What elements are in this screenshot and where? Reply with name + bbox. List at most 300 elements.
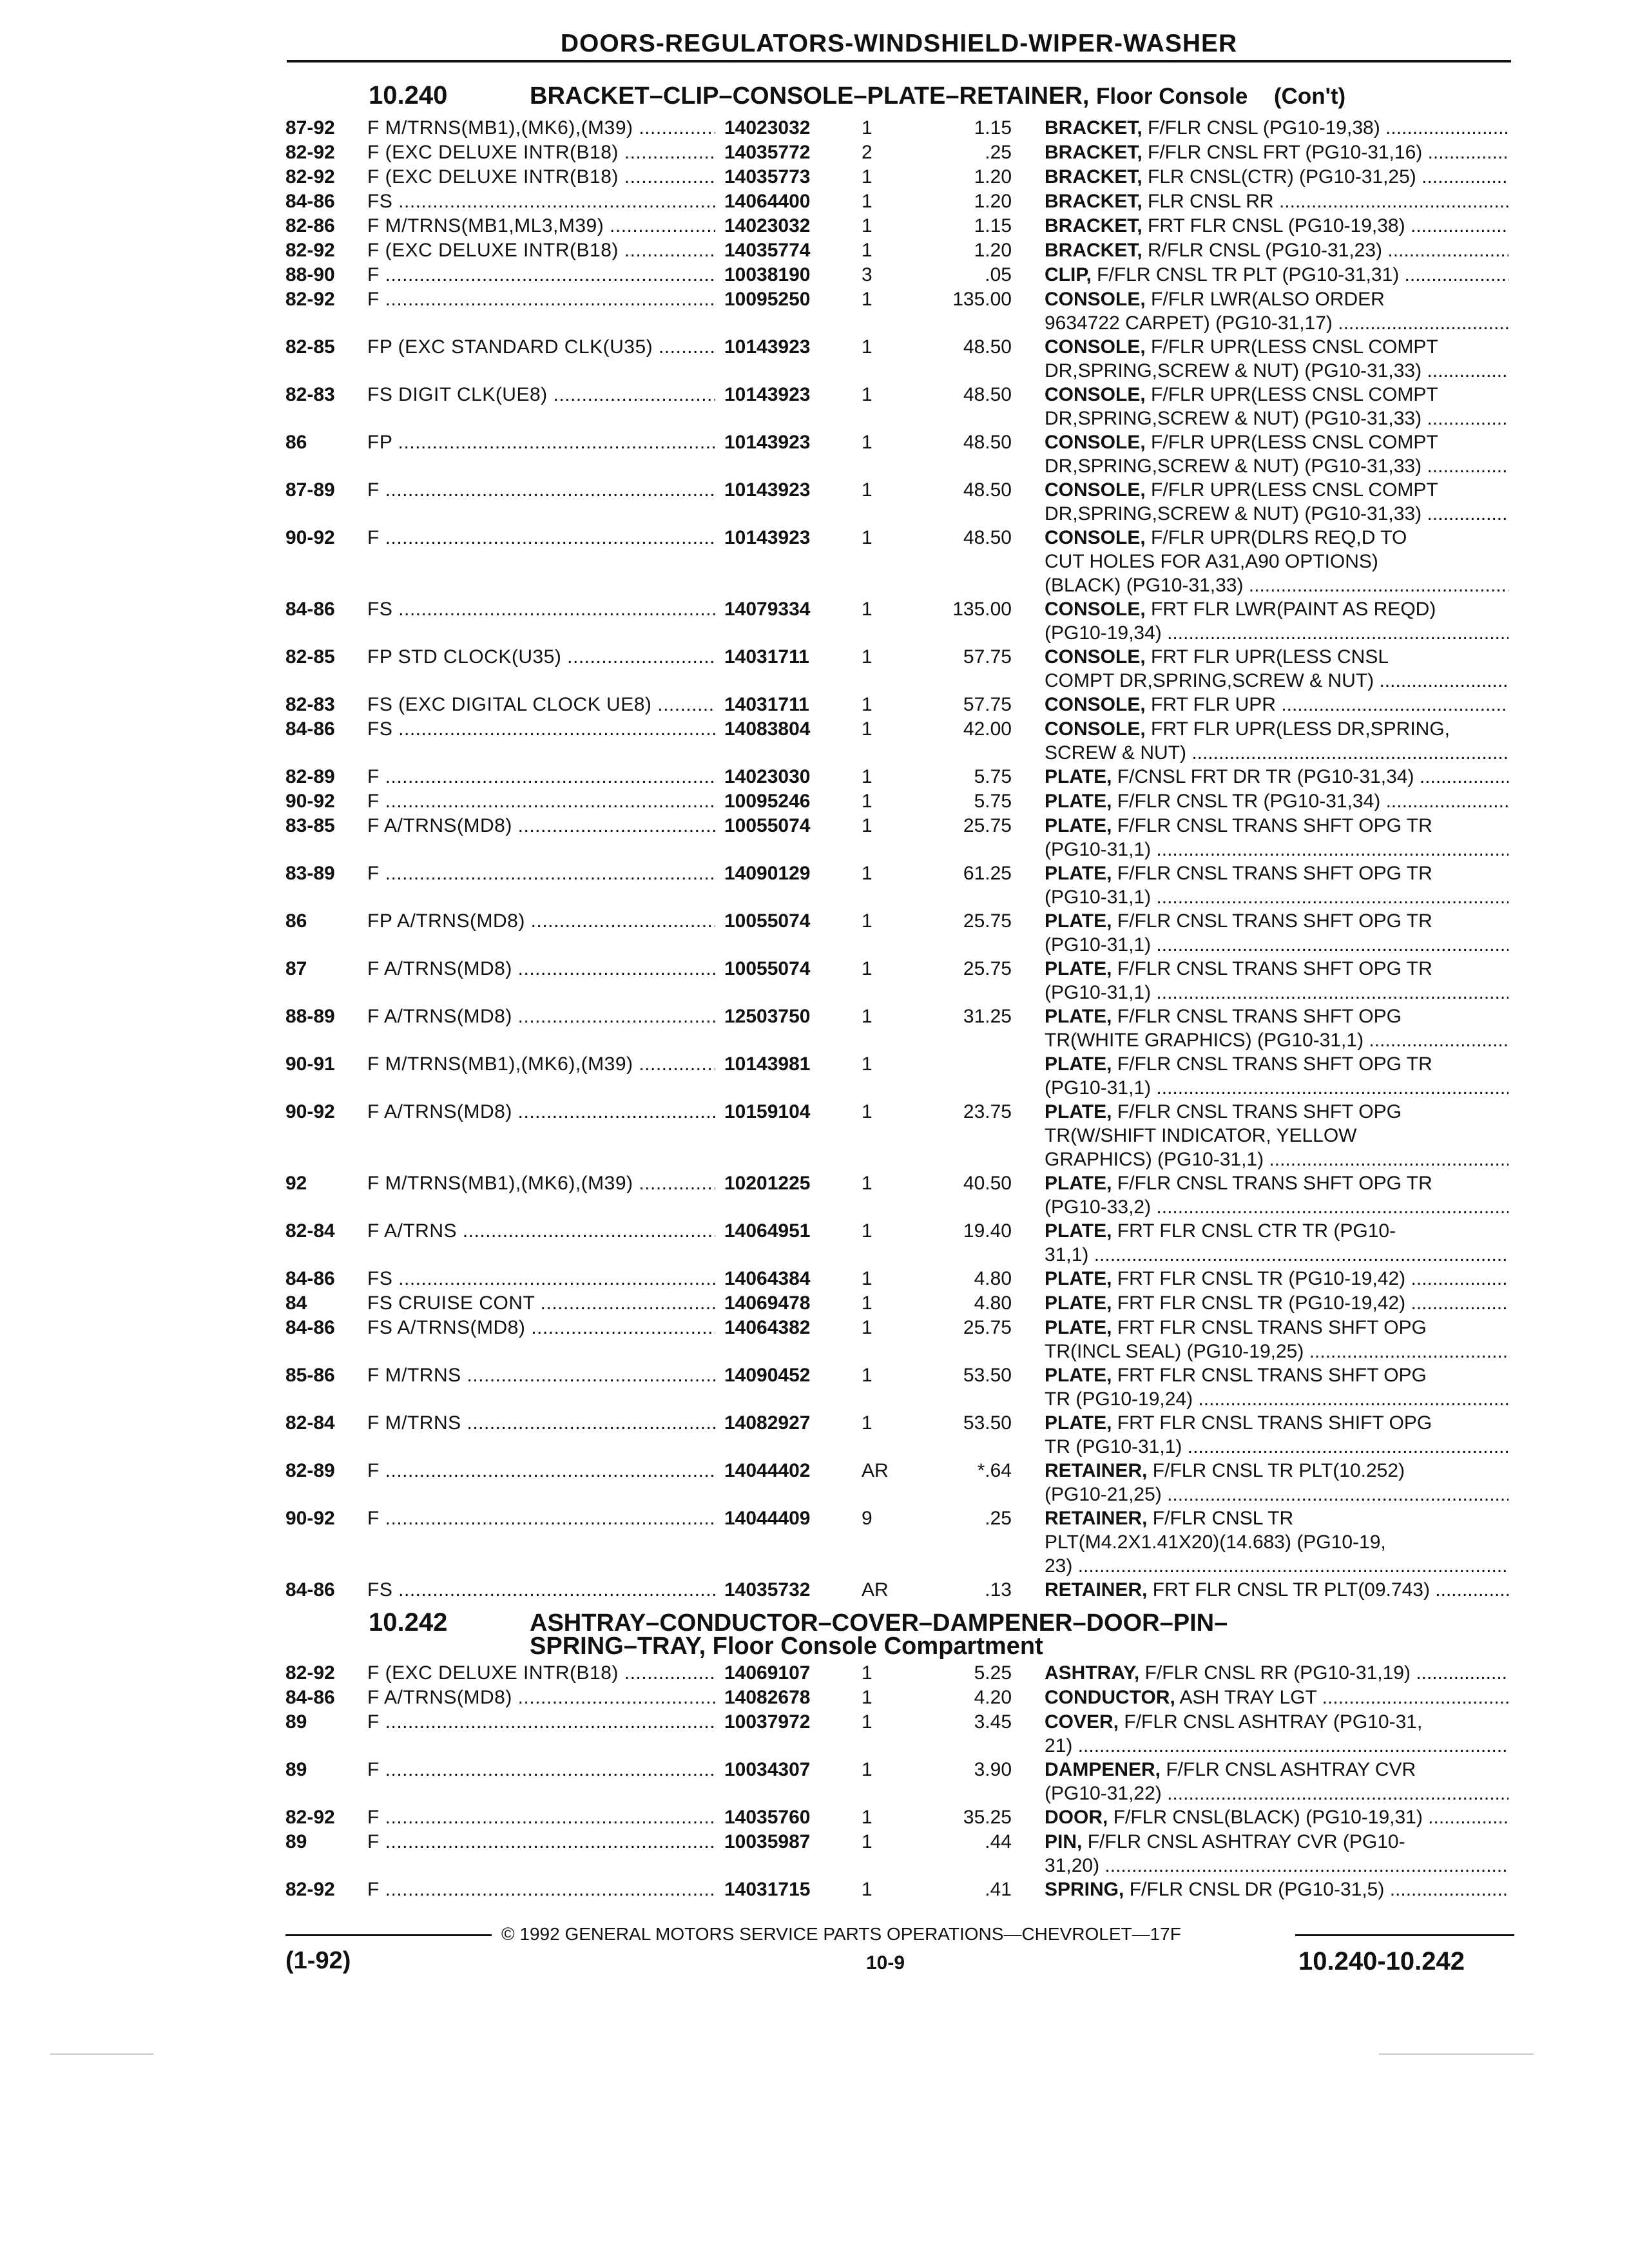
description-line bbox=[1045, 1661, 1509, 1685]
description-cell bbox=[1045, 1805, 1509, 1829]
part-number-cell: 10095250 bbox=[724, 289, 811, 310]
description-line bbox=[1045, 502, 1509, 526]
price-cell: .13 bbox=[985, 1579, 1012, 1600]
description-line bbox=[1045, 1076, 1509, 1100]
description-text: ASH TRAY LGT bbox=[1179, 1687, 1317, 1708]
description-text: DR,SPRING,SCREW & NUT) (PG10-31,33) bbox=[1045, 408, 1422, 429]
description-line bbox=[1045, 430, 1509, 454]
description-line bbox=[1045, 407, 1509, 430]
part-number-cell: 14035732 bbox=[724, 1579, 811, 1600]
description-text: TR(W/SHIFT INDICATOR, YELLOW bbox=[1045, 1125, 1357, 1146]
description-line bbox=[1045, 838, 1509, 861]
body-style-cell: F M/TRNS(MB1,ML3,M39) ..... bbox=[367, 214, 715, 238]
description-line bbox=[1045, 1171, 1509, 1195]
description-text: TR(INCL SEAL) (PG10-19,25) bbox=[1045, 1341, 1304, 1362]
body-style-cell: FS ..... bbox=[367, 597, 715, 621]
description-cell bbox=[1045, 909, 1509, 957]
body-style-cell: F ..... bbox=[367, 1805, 715, 1829]
part-name: PLATE, bbox=[1045, 1293, 1112, 1314]
body-style-cell: FS ..... bbox=[367, 1578, 715, 1602]
part-number-cell: 10143923 bbox=[724, 432, 811, 453]
body-style-cell: F A/TRNS(MD8) ..... bbox=[367, 814, 715, 838]
description-cell bbox=[1045, 645, 1509, 693]
part-number-cell: 14035774 bbox=[724, 240, 811, 261]
description-line bbox=[1045, 981, 1509, 1004]
description-cell bbox=[1045, 1316, 1509, 1363]
description-text: (PG10-21,25) bbox=[1045, 1484, 1162, 1505]
part-number-cell: 14082927 bbox=[724, 1412, 811, 1434]
description-text: (PG10-31,1) bbox=[1045, 839, 1152, 860]
part-number-cell: 14090129 bbox=[724, 863, 811, 884]
part-number-cell: 10095246 bbox=[724, 791, 811, 812]
part-number-cell: 14023032 bbox=[724, 117, 811, 139]
model-years-cell: 88-89 bbox=[285, 1006, 335, 1027]
description-text: F/FLR CNSL TRANS SHFT OPG TR bbox=[1117, 1053, 1432, 1075]
quantity-cell: 1 bbox=[862, 1293, 872, 1314]
description-cell bbox=[1045, 430, 1509, 478]
price-cell: 25.75 bbox=[963, 910, 1012, 932]
model-years-cell: 82-85 bbox=[285, 646, 335, 668]
model-years-cell: 82-92 bbox=[285, 166, 335, 187]
description-line bbox=[1045, 287, 1509, 311]
description-text: F/FLR UPR(LESS CNSL COMPT bbox=[1151, 479, 1438, 501]
description-text: F/FLR UPR(LESS CNSL COMPT bbox=[1151, 336, 1438, 358]
model-years-cell: 84 bbox=[285, 1293, 307, 1314]
part-number-cell: 10055074 bbox=[724, 815, 811, 836]
description-cell bbox=[1045, 1710, 1509, 1758]
quantity-cell: 1 bbox=[862, 1687, 872, 1708]
description-text: F/FLR UPR(DLRS REQ,D TO bbox=[1151, 527, 1407, 548]
model-years-cell: 82-83 bbox=[285, 694, 335, 715]
part-number-cell: 10143923 bbox=[724, 336, 811, 358]
quantity-cell: 1 bbox=[862, 1807, 872, 1828]
description-cell bbox=[1045, 814, 1509, 861]
model-years-cell: 82-85 bbox=[285, 336, 335, 358]
description-cell bbox=[1045, 1052, 1509, 1100]
description-text: F/FLR CNSL FRT (PG10-31,16) bbox=[1148, 142, 1423, 163]
price-cell: 48.50 bbox=[963, 336, 1012, 358]
description-cell bbox=[1045, 1506, 1509, 1578]
part-name: CONSOLE, bbox=[1045, 432, 1146, 453]
description-line bbox=[1045, 1052, 1509, 1076]
description-text: COMPT DR,SPRING,SCREW & NUT) bbox=[1045, 670, 1374, 691]
part-name: RETAINER, bbox=[1045, 1508, 1148, 1529]
quantity-cell: 1 bbox=[862, 599, 872, 620]
price-cell: 1.15 bbox=[974, 215, 1012, 236]
body-style-cell: FS ..... bbox=[367, 1267, 715, 1291]
description-line bbox=[1045, 1219, 1509, 1243]
part-name: PLATE, bbox=[1045, 1220, 1112, 1242]
price-cell: 48.50 bbox=[963, 527, 1012, 548]
body-style-cell: F ..... bbox=[367, 861, 715, 885]
quantity-cell: 1 bbox=[862, 910, 872, 932]
body-style-cell: F (EXC DELUXE INTR(B18) ..... bbox=[367, 238, 715, 262]
model-years-cell: 88-90 bbox=[285, 264, 335, 285]
description-text: F/FLR CNSL TRANS SHFT OPG TR bbox=[1117, 815, 1432, 836]
description-text: F/FLR UPR(LESS CNSL COMPT bbox=[1151, 384, 1438, 405]
description-text: (PG10-31,1) bbox=[1045, 1077, 1152, 1099]
description-text: F/FLR CNSL (PG10-19,38) bbox=[1148, 117, 1380, 139]
quantity-cell: 1 bbox=[862, 1831, 872, 1852]
description-text: F/FLR CNSL DR (PG10-31,5) bbox=[1129, 1879, 1385, 1900]
body-style-cell: F ..... bbox=[367, 1710, 715, 1734]
description-line bbox=[1045, 1387, 1509, 1411]
part-name: BRACKET, bbox=[1045, 166, 1142, 187]
quantity-cell: 1 bbox=[862, 1412, 872, 1434]
price-cell: .41 bbox=[985, 1879, 1012, 1900]
part-number-cell: 14044402 bbox=[724, 1460, 811, 1481]
description-line bbox=[1045, 1483, 1509, 1506]
description-cell bbox=[1045, 1578, 1509, 1602]
price-cell: 1.20 bbox=[974, 166, 1012, 187]
quantity-cell: 1 bbox=[862, 432, 872, 453]
quantity-cell: 1 bbox=[862, 863, 872, 884]
description-cell bbox=[1045, 1100, 1509, 1171]
part-number-cell: 10055074 bbox=[724, 910, 811, 932]
section-title-main: BRACKET–CLIP–CONSOLE–PLATE–RETAINER, bbox=[530, 82, 1090, 110]
model-years-cell: 87-89 bbox=[285, 479, 335, 501]
part-number-cell: 14023030 bbox=[724, 766, 811, 787]
model-years-cell: 82-92 bbox=[285, 142, 335, 163]
price-cell: 4.80 bbox=[974, 1268, 1012, 1289]
description-line bbox=[1045, 1734, 1509, 1758]
model-years-cell: 82-92 bbox=[285, 240, 335, 261]
model-years-cell: 90-91 bbox=[285, 1053, 335, 1075]
model-years-cell: 82-92 bbox=[285, 1879, 335, 1900]
description-line bbox=[1045, 263, 1509, 287]
quantity-cell: 1 bbox=[862, 479, 872, 501]
description-line bbox=[1045, 1004, 1509, 1028]
body-style-cell: FS (EXC DIGITAL CLOCK UE8) ..... bbox=[367, 693, 715, 716]
description-text: F/CNSL FRT DR TR (PG10-31,34) bbox=[1117, 766, 1414, 787]
part-number-cell: 14064951 bbox=[724, 1220, 811, 1242]
description-cell bbox=[1045, 526, 1509, 597]
description-line bbox=[1045, 1710, 1509, 1734]
part-name: SPRING, bbox=[1045, 1879, 1124, 1900]
description-text: 23) bbox=[1045, 1555, 1073, 1577]
description-text: TR(WHITE GRAPHICS) (PG10-31,1) bbox=[1045, 1030, 1364, 1051]
description-line bbox=[1045, 550, 1509, 573]
description-line bbox=[1045, 1124, 1509, 1148]
body-style-cell: F ..... bbox=[367, 1459, 715, 1483]
description-text: 31,1) bbox=[1045, 1244, 1089, 1265]
quantity-cell: 1 bbox=[862, 1006, 872, 1027]
part-number-cell: 14023032 bbox=[724, 215, 811, 236]
description-text: FRT FLR UPR(LESS DR,SPRING, bbox=[1151, 718, 1451, 740]
description-line bbox=[1045, 1100, 1509, 1124]
description-line bbox=[1045, 478, 1509, 502]
description-line bbox=[1045, 1411, 1509, 1435]
part-number-cell: 10143923 bbox=[724, 479, 811, 501]
description-line bbox=[1045, 669, 1509, 693]
description-cell bbox=[1045, 1459, 1509, 1506]
part-name: BRACKET, bbox=[1045, 191, 1142, 212]
description-text: F/FLR CNSL TR PLT(10.252) bbox=[1152, 1460, 1405, 1481]
description-text: F/FLR CNSL ASHTRAY (PG10-31, bbox=[1124, 1711, 1423, 1733]
description-line bbox=[1045, 189, 1509, 213]
description-cell bbox=[1045, 1267, 1509, 1291]
part-name: CONDUCTOR, bbox=[1045, 1687, 1175, 1708]
body-style-cell: FS ..... bbox=[367, 717, 715, 741]
description-text: FRT FLR UPR(LESS CNSL bbox=[1151, 646, 1389, 668]
body-style-cell: F M/TRNS ..... bbox=[367, 1363, 715, 1387]
quantity-cell: 1 bbox=[862, 718, 872, 740]
description-line bbox=[1045, 1028, 1509, 1052]
description-line bbox=[1045, 885, 1509, 909]
price-cell: 1.20 bbox=[974, 240, 1012, 261]
description-text: F/FLR CNSL ASHTRAY CVR (PG10- bbox=[1087, 1831, 1405, 1852]
description-text: DR,SPRING,SCREW & NUT) (PG10-31,33) bbox=[1045, 503, 1422, 524]
model-years-cell: 82-89 bbox=[285, 766, 335, 787]
section-title bbox=[530, 84, 1345, 109]
body-style-cell: F M/TRNS(MB1),(MK6),(M39) ..... bbox=[367, 1052, 715, 1076]
body-style-cell: F ..... bbox=[367, 287, 715, 311]
part-name: CONSOLE, bbox=[1045, 384, 1146, 405]
price-cell: 53.50 bbox=[963, 1365, 1012, 1386]
part-number-cell: 10055074 bbox=[724, 958, 811, 979]
description-text: FRT FLR LWR(PAINT AS REQD) bbox=[1151, 599, 1436, 620]
description-text: DR,SPRING,SCREW & NUT) (PG10-31,33) bbox=[1045, 360, 1422, 381]
model-years-cell: 83-85 bbox=[285, 815, 335, 836]
description-text: F/FLR CNSL TRANS SHFT OPG bbox=[1117, 1006, 1402, 1027]
model-years-cell: 83-89 bbox=[285, 863, 335, 884]
section-title-sub: Floor Console bbox=[1096, 84, 1248, 109]
model-years-cell: 90-92 bbox=[285, 1508, 335, 1529]
description-text: R/FLR CNSL (PG10-31,23) bbox=[1148, 240, 1383, 261]
description-line bbox=[1045, 335, 1509, 359]
body-style-cell: FS DIGIT CLK(UE8) ..... bbox=[367, 383, 715, 407]
description-line bbox=[1045, 1506, 1509, 1530]
price-cell: 48.50 bbox=[963, 479, 1012, 501]
section-number: 10.242 bbox=[369, 1608, 448, 1637]
price-cell: 135.00 bbox=[952, 289, 1012, 310]
description-text: FRT FLR CNSL (PG10-19,38) bbox=[1148, 215, 1405, 236]
model-years-cell: 87 bbox=[285, 958, 307, 979]
page-header-title: DOORS-REGULATORS-WINDSHIELD-WIPER-WASHER bbox=[560, 30, 1238, 57]
description-line bbox=[1045, 1267, 1509, 1291]
description-text: FRT FLR CNSL TR (PG10-19,42) bbox=[1117, 1268, 1406, 1289]
part-name: PLATE, bbox=[1045, 1268, 1112, 1289]
body-style-cell: F M/TRNS(MB1),(MK6),(M39) ..... bbox=[367, 116, 715, 140]
description-line bbox=[1045, 1530, 1509, 1554]
part-number-cell: 10143981 bbox=[724, 1053, 811, 1075]
body-style-cell: F ..... bbox=[367, 526, 715, 550]
description-text: F/FLR CNSL TRANS SHFT OPG TR bbox=[1117, 910, 1432, 932]
description-cell bbox=[1045, 1878, 1509, 1901]
quantity-cell: 1 bbox=[862, 166, 872, 187]
description-line bbox=[1045, 861, 1509, 885]
part-name: DAMPENER, bbox=[1045, 1759, 1161, 1780]
description-line bbox=[1045, 454, 1509, 478]
description-text: FRT FLR CNSL TR (PG10-19,42) bbox=[1117, 1293, 1406, 1314]
model-years-cell: 90-92 bbox=[285, 791, 335, 812]
part-number-cell: 10037972 bbox=[724, 1711, 811, 1733]
price-cell: .25 bbox=[985, 142, 1012, 163]
description-line bbox=[1045, 645, 1509, 669]
body-style-cell: FP STD CLOCK(U35) ..... bbox=[367, 645, 715, 669]
description-text: (PG10-31,1) bbox=[1045, 887, 1152, 908]
description-text: CUT HOLES FOR A31,A90 OPTIONS) bbox=[1045, 551, 1378, 572]
body-style-cell: F ..... bbox=[367, 1878, 715, 1901]
description-line bbox=[1045, 1459, 1509, 1483]
description-cell bbox=[1045, 214, 1509, 238]
model-years-cell: 86 bbox=[285, 432, 307, 453]
description-line bbox=[1045, 1854, 1509, 1878]
quantity-cell: 1 bbox=[862, 215, 872, 236]
description-line bbox=[1045, 1578, 1509, 1602]
body-style-cell: F M/TRNS ..... bbox=[367, 1411, 715, 1435]
description-line bbox=[1045, 789, 1509, 813]
footer-date-code: (1-92) bbox=[285, 1947, 351, 1974]
description-text: SCREW & NUT) bbox=[1045, 742, 1186, 764]
body-style-cell: F A/TRNS(MD8) ..... bbox=[367, 1004, 715, 1028]
quantity-cell: 1 bbox=[862, 1711, 872, 1733]
quantity-cell: 1 bbox=[862, 117, 872, 139]
model-years-cell: 92 bbox=[285, 1173, 307, 1194]
body-style-cell: F ..... bbox=[367, 1830, 715, 1854]
price-cell: 4.80 bbox=[974, 1293, 1012, 1314]
description-line bbox=[1045, 597, 1509, 621]
description-cell bbox=[1045, 165, 1509, 189]
description-text: 21) bbox=[1045, 1735, 1073, 1756]
part-name: CONSOLE, bbox=[1045, 336, 1146, 358]
part-number-cell: 14035760 bbox=[724, 1807, 811, 1828]
price-cell: 35.25 bbox=[963, 1807, 1012, 1828]
part-name: PLATE, bbox=[1045, 1317, 1112, 1338]
part-name: PLATE, bbox=[1045, 958, 1112, 979]
body-style-cell: FS CRUISE CONT ..... bbox=[367, 1291, 715, 1315]
description-text: (PG10-31,1) bbox=[1045, 982, 1152, 1003]
model-years-cell: 90-92 bbox=[285, 527, 335, 548]
part-name: PLATE, bbox=[1045, 1053, 1112, 1075]
quantity-cell: 1 bbox=[862, 1173, 872, 1194]
price-cell: 19.40 bbox=[963, 1220, 1012, 1242]
description-line bbox=[1045, 1195, 1509, 1219]
description-cell bbox=[1045, 693, 1509, 716]
description-line bbox=[1045, 957, 1509, 981]
header-rule bbox=[287, 60, 1511, 62]
model-years-cell: 84-86 bbox=[285, 191, 335, 212]
part-number-cell: 14031715 bbox=[724, 1879, 811, 1900]
part-name: PLATE, bbox=[1045, 1365, 1112, 1386]
description-line bbox=[1045, 140, 1509, 164]
part-number-cell: 14069107 bbox=[724, 1662, 811, 1684]
quantity-cell: AR bbox=[862, 1460, 889, 1481]
body-style-cell: F A/TRNS ..... bbox=[367, 1219, 715, 1243]
model-years-cell: 84-86 bbox=[285, 1317, 335, 1338]
part-number-cell: 14031711 bbox=[724, 694, 809, 715]
description-text: FRT FLR UPR bbox=[1151, 694, 1276, 715]
description-line bbox=[1045, 693, 1509, 716]
description-cell bbox=[1045, 1686, 1509, 1709]
description-line bbox=[1045, 1830, 1509, 1854]
description-line bbox=[1045, 165, 1509, 189]
description-text: F/FLR CNSL TRANS SHFT OPG TR bbox=[1117, 863, 1432, 884]
description-line bbox=[1045, 717, 1509, 741]
description-text: FRT FLR CNSL TR PLT(09.743) bbox=[1152, 1579, 1430, 1600]
description-cell bbox=[1045, 1830, 1509, 1878]
description-text: F/FLR CNSL TR PLT (PG10-31,31) bbox=[1097, 264, 1400, 285]
scan-speck bbox=[1379, 2053, 1534, 2055]
part-name: CONSOLE, bbox=[1045, 479, 1146, 501]
description-cell bbox=[1045, 1411, 1509, 1459]
body-style-cell: FP A/TRNS(MD8) ..... bbox=[367, 909, 715, 933]
description-line bbox=[1045, 1554, 1509, 1578]
description-line bbox=[1045, 214, 1509, 238]
description-cell bbox=[1045, 1291, 1509, 1315]
model-years-cell: 82-83 bbox=[285, 384, 335, 405]
body-style-cell: F (EXC DELUXE INTR(B18) ..... bbox=[367, 140, 715, 164]
body-style-cell: F (EXC DELUXE INTR(B18) ..... bbox=[367, 165, 715, 189]
description-line bbox=[1045, 741, 1509, 765]
part-number-cell: 14035772 bbox=[724, 142, 811, 163]
model-years-cell: 84-86 bbox=[285, 718, 335, 740]
part-name: CONSOLE, bbox=[1045, 289, 1146, 310]
quantity-cell: 3 bbox=[862, 264, 872, 285]
part-name: BRACKET, bbox=[1045, 240, 1142, 261]
description-line bbox=[1045, 1363, 1509, 1387]
section-title-line-2: SPRING–TRAY, Floor Console Compartment bbox=[530, 1633, 1043, 1660]
quantity-cell: 1 bbox=[862, 1220, 872, 1242]
part-number-cell: 10035987 bbox=[724, 1831, 811, 1852]
description-line bbox=[1045, 1686, 1509, 1709]
quantity-cell: 1 bbox=[862, 384, 872, 405]
description-text: (PG10-33,2) bbox=[1045, 1196, 1152, 1218]
part-number-cell: 10034307 bbox=[724, 1759, 811, 1780]
body-style-cell: F ..... bbox=[367, 789, 715, 813]
body-style-cell: F M/TRNS(MB1),(MK6),(M39) ..... bbox=[367, 1171, 715, 1195]
quantity-cell: 1 bbox=[862, 1662, 872, 1684]
model-years-cell: 82-92 bbox=[285, 289, 335, 310]
description-text: F/FLR CNSL TRANS SHFT OPG bbox=[1117, 1101, 1402, 1122]
description-text: F/FLR CNSL TRANS SHFT OPG TR bbox=[1117, 958, 1432, 979]
price-cell: 48.50 bbox=[963, 384, 1012, 405]
model-years-cell: 84-86 bbox=[285, 1687, 335, 1708]
section-title-line-1: ASHTRAY–CONDUCTOR–COVER–DAMPENER–DOOR–PIN– bbox=[530, 1610, 1228, 1637]
description-line bbox=[1045, 765, 1509, 789]
model-years-cell: 89 bbox=[285, 1759, 307, 1780]
quantity-cell: AR bbox=[862, 1579, 889, 1600]
part-number-cell: 14090452 bbox=[724, 1365, 811, 1386]
description-cell bbox=[1045, 238, 1509, 262]
description-line bbox=[1045, 526, 1509, 550]
description-line bbox=[1045, 1435, 1509, 1459]
part-number-cell: 10143923 bbox=[724, 384, 811, 405]
part-name: PLATE, bbox=[1045, 863, 1112, 884]
description-text: TR (PG10-19,24) bbox=[1045, 1389, 1193, 1410]
part-number-cell: 14064384 bbox=[724, 1268, 811, 1289]
quantity-cell: 1 bbox=[862, 191, 872, 212]
description-text: FRT FLR CNSL TRANS SHIFT OPG bbox=[1117, 1412, 1432, 1434]
description-line bbox=[1045, 1340, 1509, 1363]
price-cell: 5.25 bbox=[974, 1662, 1012, 1684]
model-years-cell: 82-89 bbox=[285, 1460, 335, 1481]
description-line bbox=[1045, 1243, 1509, 1267]
price-cell: 3.45 bbox=[974, 1711, 1012, 1733]
description-text: F/FLR UPR(LESS CNSL COMPT bbox=[1151, 432, 1438, 453]
description-cell bbox=[1045, 1219, 1509, 1267]
price-cell: 57.75 bbox=[963, 646, 1012, 668]
description-text: FLR CNSL RR bbox=[1148, 191, 1274, 212]
quantity-cell: 1 bbox=[862, 1759, 872, 1780]
part-name: BRACKET, bbox=[1045, 215, 1142, 236]
price-cell: 1.15 bbox=[974, 117, 1012, 139]
description-text: 31,20) bbox=[1045, 1855, 1100, 1876]
footer-rule-left bbox=[285, 1934, 492, 1936]
part-name: BRACKET, bbox=[1045, 117, 1142, 139]
model-years-cell: 82-84 bbox=[285, 1220, 335, 1242]
part-name: BRACKET, bbox=[1045, 142, 1142, 163]
